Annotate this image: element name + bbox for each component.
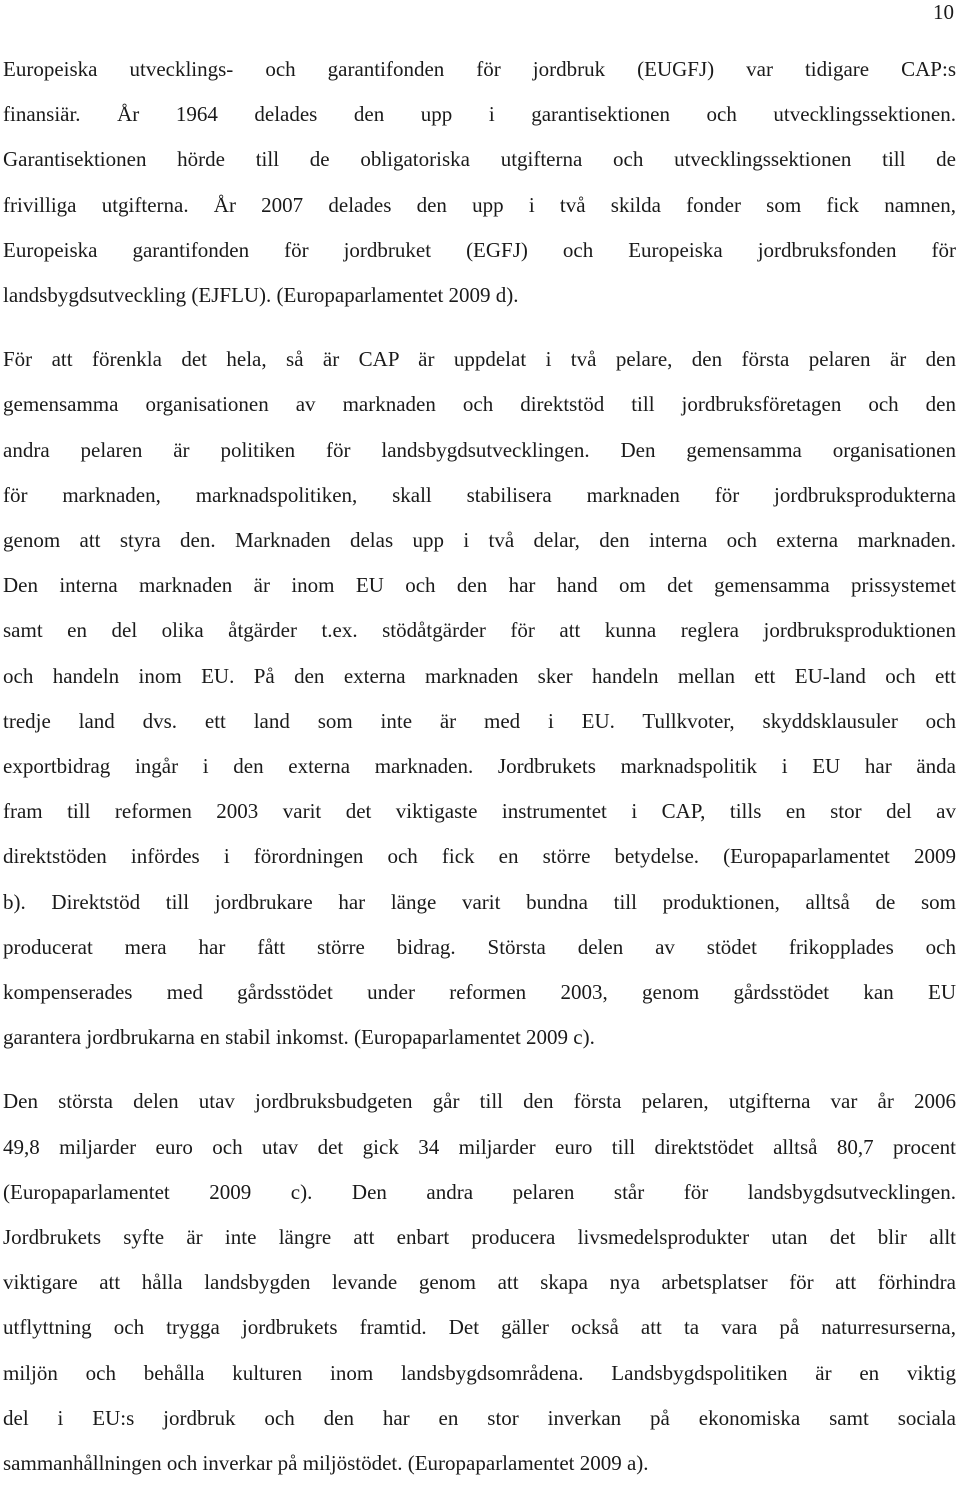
text-line: 49,8 miljarder euro och utav det gick 34 miljarder euro till direktstödet alltså 80,7 procent xyxy=(3,1134,956,1159)
text-line: för marknaden, marknadspolitiken, skall stabilisera marknaden för jordbruksprodukterna xyxy=(3,482,956,507)
text-line: Europeiska utvecklings- och garantifonden för jordbruk (EUGFJ) var tidigare CAP:s xyxy=(3,57,956,81)
text-line: och handeln inom EU. På den externa marknaden sker handeln mellan ett EU-land och ett xyxy=(3,663,956,688)
text-line: del i EU:s jordbruk och den har en stor inverkan på ekonomiska samt sociala xyxy=(3,1405,956,1430)
text-line: kompenserades med gårdsstödet under reformen 2003, genom gårdsstödet kan EU xyxy=(3,980,956,1005)
text-line: miljön och behålla kulturen inom landsbygdsområdena. Landsbygdspolitiken är en viktig xyxy=(3,1360,956,1385)
text-line: frivilliga utgifterna. År 2007 delades den upp i två skilda fonder som fick namnen, xyxy=(3,192,956,217)
text-line: direktstöden infördes i förordningen och fick en större betydelse. (Europaparlamentet 2009 xyxy=(3,844,956,869)
document-body xyxy=(3,47,956,1486)
paragraph-eugfj xyxy=(3,47,956,318)
text-line: viktigare att hålla landsbygden levande genom att skapa nya arbetsplatser för att förhindra xyxy=(3,1270,956,1295)
text-line: finansiär. År 1964 delades den upp i garantisektionen och utvecklingssektionen. xyxy=(3,102,956,127)
text-line: tredje land dvs. ett land som inte är med i EU. Tullkvoter, skyddsklausuler och xyxy=(3,708,956,733)
text-line: landsbygdsutveckling (EJFLU). (Europaparlamentet 2009 d). xyxy=(3,283,519,308)
text-line: Europeiska garantifonden för jordbruket (EGFJ) och Europeiska jordbruksfonden för xyxy=(3,237,956,262)
text-line: b). Direktstöd till jordbrukare har länge varit bundna till produktionen, alltså de som xyxy=(3,889,956,914)
text-line: samt en del olika åtgärder t.ex. stödåtgärder för att kunna reglera jordbruksproduktionen xyxy=(3,618,956,643)
text-line: utflyttning och trygga jordbrukets framtid. Det gäller också att ta vara på naturresurserna, xyxy=(3,1315,956,1340)
text-line: andra pelaren är politiken för landsbygdsutvecklingen. Den gemensamma organisationen xyxy=(3,437,956,462)
paragraph-cap-pillars xyxy=(3,337,956,1060)
text-line: Den interna marknaden är inom EU och den har hand om det gemensamma prissystemet xyxy=(3,573,956,598)
text-line: exportbidrag ingår i den externa marknaden. Jordbrukets marknadspolitik i EU har ända xyxy=(3,754,956,779)
paragraph-budget xyxy=(3,1079,956,1486)
text-line: garantera jordbrukarna en stabil inkomst. (Europaparlamentet 2009 c). xyxy=(3,1025,595,1050)
text-line: Garantisektionen hörde till de obligatoriska utgifterna och utvecklingssektionen till de xyxy=(3,147,956,172)
text-line: fram till reformen 2003 varit det viktigaste instrumentet i CAP, tills en stor del av xyxy=(3,799,956,824)
text-line: producerat mera har fått större bidrag. Största delen av stödet frikopplades och xyxy=(3,934,956,959)
text-line: (Europaparlamentet 2009 c). Den andra pelaren står för landsbygdsutvecklingen. xyxy=(3,1179,956,1204)
text-line: sammanhållningen och inverkar på miljöstödet. (Europaparlamentet 2009 a). xyxy=(3,1451,649,1476)
text-line: För att förenkla det hela, så är CAP är uppdelat i två pelare, den första pelaren är den xyxy=(3,347,956,372)
text-line: genom att styra den. Marknaden delas upp i två delar, den interna och externa marknaden. xyxy=(3,528,956,553)
text-line: Jordbrukets syfte är inte längre att enbart producera livsmedelsprodukter utan det blir allt xyxy=(3,1225,956,1250)
page-number: 10 xyxy=(933,0,954,24)
text-line: gemensamma organisationen av marknaden och direktstöd till jordbruksföretagen och den xyxy=(3,392,956,417)
text-line: Den största delen utav jordbruksbudgeten går till den första pelaren, utgifterna var år 2006 xyxy=(3,1089,956,1114)
